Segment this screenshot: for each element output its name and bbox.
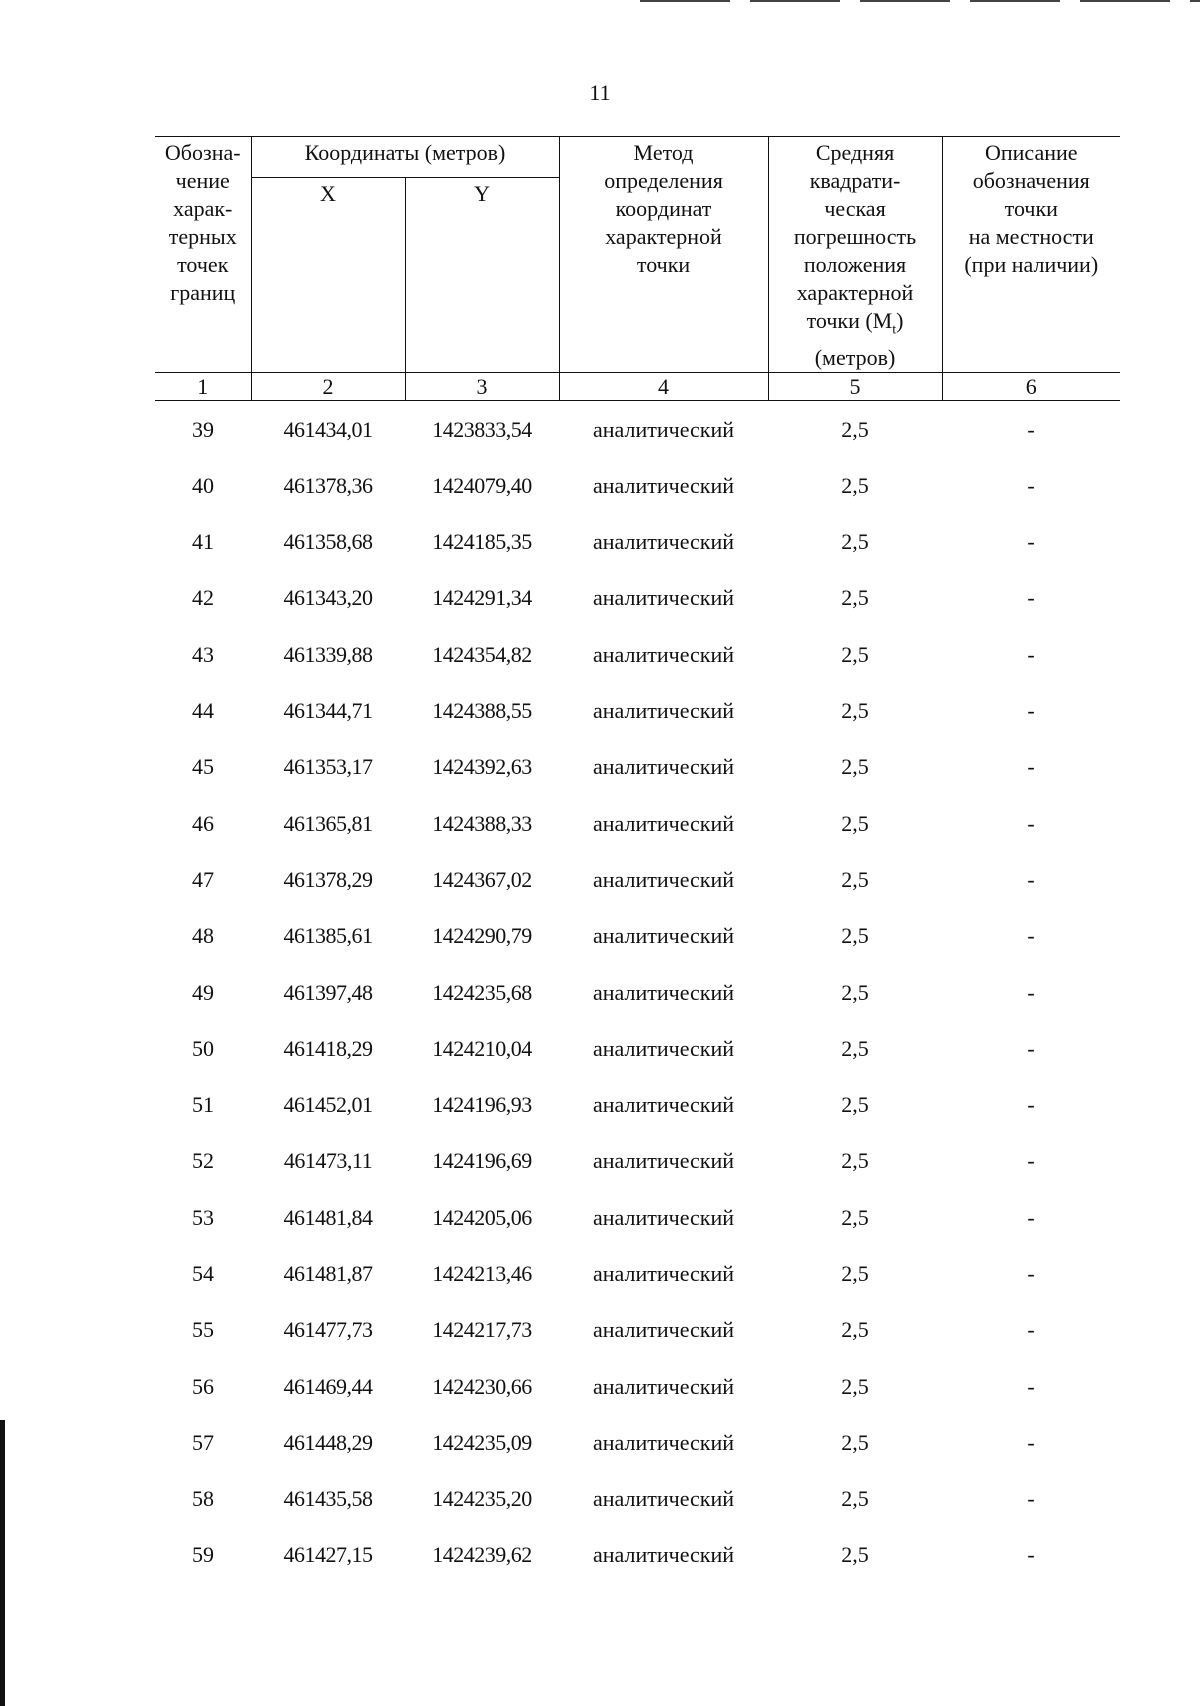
- point-id-cell: 47: [192, 866, 214, 892]
- header-line: (при наличии): [964, 252, 1099, 277]
- y-coordinate-cell: 1424392,63: [432, 754, 532, 780]
- header-line: на местности: [968, 224, 1094, 249]
- error-cell: 2,5: [841, 754, 869, 780]
- error-cell: 2,5: [841, 979, 869, 1005]
- point-id-cell: 52: [192, 1148, 214, 1174]
- header-description: [942, 137, 1120, 373]
- x-coordinate-cell: 461481,84: [283, 1204, 373, 1230]
- error-cell: 2,5: [841, 1429, 869, 1455]
- x-coordinate-cell: 461477,73: [283, 1317, 373, 1343]
- method-cell: аналитический: [593, 1092, 735, 1118]
- column-number-row: [155, 373, 1120, 401]
- header-error-mt-suffix: ): [896, 308, 904, 333]
- description-cell: -: [1027, 1373, 1035, 1399]
- y-coordinate-cell: 1424235,09: [432, 1429, 532, 1455]
- x-coordinate-cell: 461434,01: [283, 416, 373, 442]
- header-line: Обозна-: [164, 140, 241, 165]
- method-cell: аналитический: [593, 529, 735, 555]
- description-cell: -: [1027, 1260, 1035, 1286]
- header-coordinates: Координаты (метров): [251, 137, 559, 178]
- description-cell: -: [1027, 1148, 1035, 1174]
- description-cell: -: [1027, 585, 1035, 611]
- column-number: 6: [942, 373, 1120, 401]
- header-x: X: [251, 178, 405, 373]
- description-cell: -: [1027, 641, 1035, 667]
- header-line: границ: [170, 280, 236, 305]
- method-cell: аналитический: [593, 585, 735, 611]
- description-cell: -: [1027, 810, 1035, 836]
- x-coordinate-cell: 461378,29: [283, 866, 373, 892]
- description-cell: -: [1027, 866, 1035, 892]
- header-error: [768, 137, 942, 373]
- table-row: [155, 964, 1120, 1020]
- header-y: Y: [405, 178, 559, 373]
- y-coordinate-cell: 1424210,04: [432, 1035, 532, 1061]
- description-cell: -: [1027, 1486, 1035, 1512]
- y-coordinate-cell: 1424388,55: [432, 698, 532, 724]
- method-cell: аналитический: [593, 698, 735, 724]
- x-coordinate-cell: 461452,01: [283, 1092, 373, 1118]
- y-coordinate-cell: 1424388,33: [432, 810, 532, 836]
- table-row: [155, 1133, 1120, 1189]
- error-cell: 2,5: [841, 810, 869, 836]
- description-cell: -: [1027, 1092, 1035, 1118]
- header-line: обозначения: [972, 168, 1090, 193]
- point-id-cell: 48: [192, 923, 214, 949]
- error-cell: 2,5: [841, 866, 869, 892]
- description-cell: -: [1027, 416, 1035, 442]
- table-row: [155, 852, 1120, 908]
- error-cell: 2,5: [841, 1092, 869, 1118]
- point-id-cell: 58: [192, 1486, 214, 1512]
- method-cell: аналитический: [593, 416, 735, 442]
- header-line: Описание: [984, 140, 1078, 165]
- header-line: погрешность: [793, 224, 917, 249]
- error-cell: 2,5: [841, 1035, 869, 1061]
- error-cell: 2,5: [841, 1486, 869, 1512]
- x-coordinate-cell: 461473,11: [283, 1148, 373, 1174]
- header-line: Средняя: [815, 140, 895, 165]
- y-coordinate-cell: 1424235,68: [432, 979, 532, 1005]
- point-id-cell: 51: [192, 1092, 214, 1118]
- column-number: 2: [251, 373, 405, 401]
- header-line: характерной: [605, 224, 722, 249]
- description-cell: -: [1027, 1542, 1035, 1568]
- method-cell: аналитический: [593, 754, 735, 780]
- x-coordinate-cell: 461365,81: [283, 810, 373, 836]
- point-id-cell: 50: [192, 1035, 214, 1061]
- error-cell: 2,5: [841, 1317, 869, 1343]
- column-number: 5: [768, 373, 942, 401]
- table-row: [155, 1358, 1120, 1414]
- table-row: [155, 1190, 1120, 1246]
- table-row: [155, 627, 1120, 683]
- table-body: [155, 401, 1120, 1584]
- scan-top-edge-marks: [640, 0, 1200, 2]
- error-cell: 2,5: [841, 641, 869, 667]
- error-cell: 2,5: [841, 1373, 869, 1399]
- x-coordinate-cell: 461344,71: [283, 698, 373, 724]
- y-coordinate-cell: 1424230,66: [432, 1373, 532, 1399]
- method-cell: аналитический: [593, 1260, 735, 1286]
- method-cell: аналитический: [593, 1429, 735, 1455]
- y-coordinate-cell: 1424185,35: [432, 529, 532, 555]
- point-id-cell: 42: [192, 585, 214, 611]
- header-error-subscript: t: [892, 322, 897, 338]
- point-id-cell: 39: [192, 416, 214, 442]
- table-row: [155, 1415, 1120, 1471]
- header-line: терных: [168, 224, 237, 249]
- y-coordinate-cell: 1424235,20: [432, 1486, 532, 1512]
- y-coordinate-cell: 1423833,54: [432, 416, 532, 442]
- method-cell: аналитический: [593, 1373, 735, 1399]
- header-line: харак-: [173, 196, 233, 221]
- x-coordinate-cell: 461378,36: [283, 472, 373, 498]
- header-line: координат: [615, 196, 712, 221]
- error-cell: 2,5: [841, 585, 869, 611]
- method-cell: аналитический: [593, 923, 735, 949]
- error-cell: 2,5: [841, 698, 869, 724]
- y-coordinate-cell: 1424291,34: [432, 585, 532, 611]
- method-cell: аналитический: [593, 1148, 735, 1174]
- header-line: точек: [177, 252, 229, 277]
- error-cell: 2,5: [841, 416, 869, 442]
- x-coordinate-cell: 461385,61: [283, 923, 373, 949]
- method-cell: аналитический: [593, 1317, 735, 1343]
- y-coordinate-cell: 1424213,46: [432, 1260, 532, 1286]
- table-row: [155, 1077, 1120, 1133]
- header-designation: [155, 137, 251, 373]
- description-cell: -: [1027, 1429, 1035, 1455]
- column-number: 3: [405, 373, 559, 401]
- header-error-mt-prefix: точки (M: [806, 308, 893, 333]
- header-line: точки: [636, 252, 691, 277]
- x-coordinate-cell: 461427,15: [283, 1542, 373, 1568]
- description-cell: -: [1027, 979, 1035, 1005]
- method-cell: аналитический: [593, 1035, 735, 1061]
- description-cell: -: [1027, 472, 1035, 498]
- point-id-cell: 56: [192, 1373, 214, 1399]
- header-line: положения: [803, 252, 907, 277]
- table-row: [155, 1246, 1120, 1302]
- method-cell: аналитический: [593, 1542, 735, 1568]
- y-coordinate-cell: 1424367,02: [432, 866, 532, 892]
- header-line: точки: [1004, 196, 1058, 221]
- error-cell: 2,5: [841, 1542, 869, 1568]
- point-id-cell: 44: [192, 698, 214, 724]
- point-id-cell: 46: [192, 810, 214, 836]
- scan-left-edge-shadow: [0, 1420, 5, 1706]
- header-line: определения: [604, 168, 723, 193]
- method-cell: аналитический: [593, 979, 735, 1005]
- method-cell: аналитический: [593, 866, 735, 892]
- error-cell: 2,5: [841, 1204, 869, 1230]
- y-coordinate-cell: 1424079,40: [432, 472, 532, 498]
- method-cell: аналитический: [593, 641, 735, 667]
- header-line: квадрати-: [809, 168, 901, 193]
- point-id-cell: 53: [192, 1204, 214, 1230]
- point-id-cell: 54: [192, 1260, 214, 1286]
- x-coordinate-cell: 461418,29: [283, 1035, 373, 1061]
- x-coordinate-cell: 461353,17: [283, 754, 373, 780]
- table-row: [155, 1302, 1120, 1358]
- error-cell: 2,5: [841, 472, 869, 498]
- point-id-cell: 41: [192, 529, 214, 555]
- x-coordinate-cell: 461343,20: [283, 585, 373, 611]
- column-number: 4: [559, 373, 768, 401]
- description-cell: -: [1027, 529, 1035, 555]
- error-cell: 2,5: [841, 1148, 869, 1174]
- header-method: [559, 137, 768, 373]
- table-row: [155, 401, 1120, 458]
- boundary-points-table: [155, 136, 1120, 1584]
- header-line: [771, 307, 940, 344]
- point-id-cell: 55: [192, 1317, 214, 1343]
- table-row: [155, 683, 1120, 739]
- point-id-cell: 49: [192, 979, 214, 1005]
- x-coordinate-cell: 461469,44: [283, 1373, 373, 1399]
- x-coordinate-cell: 461397,48: [283, 979, 373, 1005]
- x-coordinate-cell: 461435,58: [283, 1486, 373, 1512]
- method-cell: аналитический: [593, 472, 735, 498]
- x-coordinate-cell: 461481,87: [283, 1260, 373, 1286]
- table-row: [155, 1471, 1120, 1527]
- header-line: Метод: [633, 140, 694, 165]
- y-coordinate-cell: 1424196,93: [432, 1092, 532, 1118]
- table-row: [155, 1021, 1120, 1077]
- point-id-cell: 59: [192, 1542, 214, 1568]
- table-row: [155, 1527, 1120, 1583]
- y-coordinate-cell: 1424205,06: [432, 1204, 532, 1230]
- table-row: [155, 514, 1120, 570]
- table-row: [155, 795, 1120, 851]
- table-row: [155, 458, 1120, 514]
- method-cell: аналитический: [593, 1204, 735, 1230]
- y-coordinate-cell: 1424239,62: [432, 1542, 532, 1568]
- header-line: чение: [175, 168, 230, 193]
- error-cell: 2,5: [841, 529, 869, 555]
- y-coordinate-cell: 1424196,69: [432, 1148, 532, 1174]
- page-number: 11: [589, 80, 611, 105]
- y-coordinate-cell: 1424354,82: [432, 641, 532, 667]
- method-cell: аналитический: [593, 1486, 735, 1512]
- description-cell: -: [1027, 1035, 1035, 1061]
- point-id-cell: 45: [192, 754, 214, 780]
- x-coordinate-cell: 461339,88: [283, 641, 373, 667]
- table-row: [155, 908, 1120, 964]
- table-row: [155, 570, 1120, 626]
- column-number: 1: [155, 373, 251, 401]
- point-id-cell: 43: [192, 641, 214, 667]
- header-line: характерной: [796, 280, 914, 305]
- y-coordinate-cell: 1424290,79: [432, 923, 532, 949]
- description-cell: -: [1027, 923, 1035, 949]
- method-cell: аналитический: [593, 810, 735, 836]
- error-cell: 2,5: [841, 923, 869, 949]
- table-row: [155, 739, 1120, 795]
- point-id-cell: 40: [192, 472, 214, 498]
- x-coordinate-cell: 461358,68: [283, 529, 373, 555]
- x-coordinate-cell: 461448,29: [283, 1429, 373, 1455]
- point-id-cell: 57: [192, 1429, 214, 1455]
- description-cell: -: [1027, 754, 1035, 780]
- description-cell: -: [1027, 1317, 1035, 1343]
- description-cell: -: [1027, 1204, 1035, 1230]
- header-line: (метров): [814, 345, 896, 371]
- description-cell: -: [1027, 698, 1035, 724]
- y-coordinate-cell: 1424217,73: [432, 1317, 532, 1343]
- error-cell: 2,5: [841, 1260, 869, 1286]
- header-line: ческая: [824, 196, 886, 221]
